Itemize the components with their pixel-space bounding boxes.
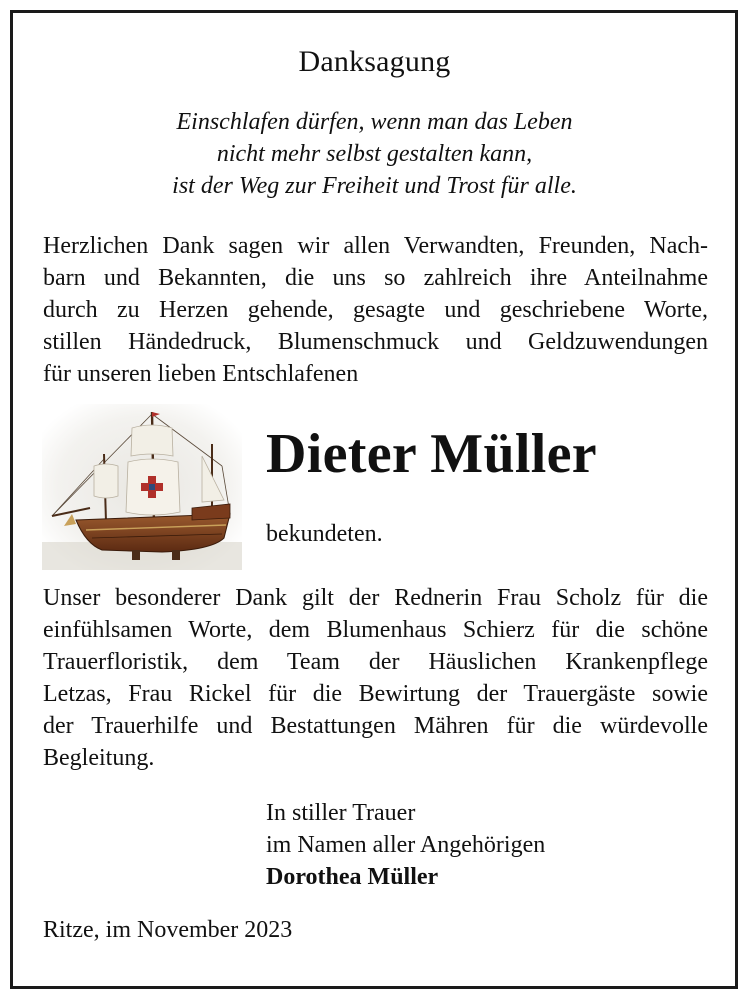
paragraph-line: einfühlsamen Worte, dem Blumenhaus Schierz für die schöne [43,617,708,643]
signature-line: In stiller Trauer [266,800,416,826]
paragraph-line: Letzas, Frau Rickel für die Bewirtung der Trauergäste sowie [43,681,708,707]
thanks-paragraph [43,230,708,390]
sailing-ship-image [42,404,242,570]
paragraph-line: stillen Händedruck, Blumenschmuck und Geldzuwendungen [43,329,708,355]
paragraph-line: Trauerfloristik, dem Team der Häuslichen Krankenpflege [43,649,708,675]
paragraph-line: Unser besonderer Dank gilt der Rednerin Frau Scholz für die [43,585,708,611]
paragraph-line: der Trauerhilfe und Bestattungen Mähren für die würdevolle [43,713,708,739]
signature-block [266,797,545,893]
paragraph-line: barn und Bekannten, die uns so zahlreich ihre Anteilnahme [43,265,708,291]
notice-heading: Danksagung [298,45,451,78]
bekundeten-text: bekundeten. [266,521,383,547]
signature-line: im Namen aller Angehörigen [266,832,546,858]
paragraph-line: durch zu Herzen gehende, gesagte und geschriebene Worte, [43,297,708,323]
paragraph-line: Begleitung. [43,745,155,771]
place-and-date: Ritze, im November 2023 [43,917,293,943]
paragraph-line: für unseren lieben Entschlafenen [43,361,359,387]
paragraph-line: Herzlichen Dank sagen wir allen Verwandten, Freunden, Nach- [43,233,708,259]
signature-name: Dorothea Müller [266,864,439,890]
poem-verse [0,106,749,202]
poem-line: nicht mehr selbst gestalten kann, [216,141,533,167]
deceased-name: Dieter Müller [266,423,597,485]
poem-line: ist der Weg zur Freiheit und Trost für alle. [172,173,577,199]
poem-line: Einschlafen dürfen, wenn man das Leben [176,109,573,135]
special-thanks-paragraph [43,582,708,774]
